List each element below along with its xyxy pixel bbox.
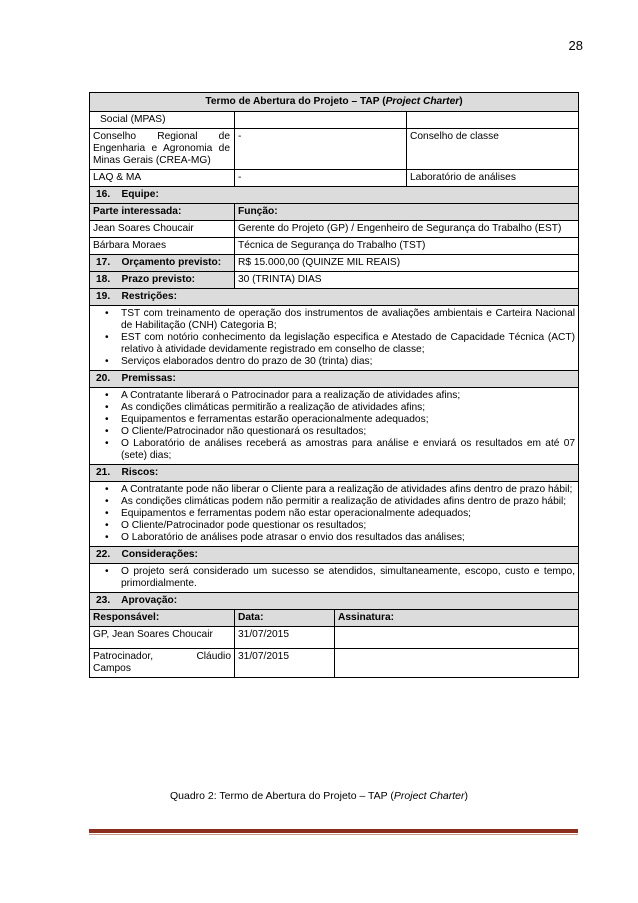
team-member-name: Bárbara Moraes	[90, 238, 235, 255]
approval-responsible: GP, Jean Soares Choucair	[90, 627, 235, 649]
stakeholder-type: Conselho de classe	[407, 129, 579, 170]
section-aprovacao: 23. Aprovação:	[90, 593, 579, 610]
table-caption: Quadro 2: Termo de Abertura do Projeto – TAP (Project Charter)	[169, 790, 469, 802]
list-item: • As condições climáticas podem não permitir a realização de atividades afins dentro de prazo hábil;	[121, 496, 575, 508]
stakeholder-name: Conselho Regional de Engenharia e Agronomia de Minas Gerais (CREA-MG)	[90, 129, 235, 170]
list-item: • O Laboratório de análises receberá as amostras para análise e enviará os resultados em até 07 (sete) dias;	[121, 438, 575, 462]
list-item: • O Cliente/Patrocinador não questionará os resultados;	[121, 426, 575, 438]
page-number: 28	[568, 38, 583, 53]
list-item: • A Contratante liberará o Patrocinador para a realização de atividades afins;	[121, 390, 575, 402]
restrictions-list	[90, 306, 579, 371]
section-restricoes: 19. Restrições:	[90, 289, 579, 306]
considerations-list	[90, 564, 579, 593]
project-charter-table	[89, 92, 578, 678]
section-riscos: 21. Riscos:	[90, 465, 579, 482]
team-row	[90, 221, 579, 238]
list-item: • Equipamentos e ferramentas podem não estar operacionalmente adequados;	[121, 508, 575, 520]
list-item: • Equipamentos e ferramentas estarão operacionalmente adequados;	[121, 414, 575, 426]
list-item: • As condições climáticas permitirão a realização de atividades afins;	[121, 402, 575, 414]
approval-signature	[335, 649, 579, 678]
team-member-role: Técnica de Segurança do Trabalho (TST)	[235, 238, 579, 255]
charter-title-row	[90, 93, 579, 112]
section-consideracoes: 22. Considerações:	[90, 547, 579, 564]
list-item: • O projeto será considerado um sucesso se atendidos, simultaneamente, escopo, custo e tempo, primordialmente.	[121, 566, 575, 590]
premises-list	[90, 388, 579, 465]
stakeholder-name: LAQ & MA	[90, 170, 235, 187]
list-item: • EST com notório conhecimento da legislação especifica e Atestado de Capacidade Técnica (ACT) relativo à atividade devidamente registrado em conselho de classe;	[121, 332, 575, 356]
footer-rule-thin	[89, 834, 578, 835]
stakeholder-mid	[235, 112, 407, 129]
risks-list	[90, 482, 579, 547]
deadline-label: 18. Prazo previsto:	[90, 272, 235, 289]
approval-col-header-date: Data:	[235, 610, 335, 627]
stakeholder-row	[90, 112, 579, 129]
section-premissas: 20. Premissas:	[90, 371, 579, 388]
team-col-header-role: Função:	[235, 204, 579, 221]
stakeholder-row	[90, 170, 579, 187]
approval-col-header-responsible: Responsável:	[90, 610, 235, 627]
stakeholder-type: Laboratório de análises	[407, 170, 579, 187]
footer-rule	[89, 829, 578, 833]
list-item: • A Contratante pode não liberar o Cliente para a realização de atividades afins dentro de prazo hábil;	[121, 484, 575, 496]
budget-label: 17. Orçamento previsto:	[90, 255, 235, 272]
team-member-role: Gerente do Projeto (GP) / Engenheiro de Segurança do Trabalho (EST)	[235, 221, 579, 238]
approval-col-header-signature: Assinatura:	[335, 610, 579, 627]
budget-value: R$ 15.000,00 (QUINZE MIL REAIS)	[235, 255, 579, 272]
stakeholder-mid: -	[235, 129, 407, 170]
list-item: • O Laboratório de análises pode atrasar o envio dos resultados das análises;	[121, 532, 575, 544]
section-equipe: 16. Equipe:	[90, 187, 579, 204]
approval-row	[90, 649, 579, 678]
list-item: • Serviços elaborados dentro do prazo de 30 (trinta) dias;	[121, 356, 575, 368]
approval-signature	[335, 627, 579, 649]
approval-row	[90, 627, 579, 649]
stakeholder-type	[407, 112, 579, 129]
approval-date: 31/07/2015	[235, 627, 335, 649]
stakeholder-row	[90, 129, 579, 170]
team-col-header-party: Parte interessada:	[90, 204, 235, 221]
team-member-name: Jean Soares Choucair	[90, 221, 235, 238]
approval-date: 31/07/2015	[235, 649, 335, 678]
deadline-value: 30 (TRINTA) DIAS	[235, 272, 579, 289]
team-row	[90, 238, 579, 255]
approval-responsible: Patrocinador, Cláudio Campos	[90, 649, 235, 678]
stakeholder-mid: -	[235, 170, 407, 187]
charter-title: Termo de Abertura do Projeto – TAP (Project Charter)	[90, 93, 579, 112]
list-item: • O Cliente/Patrocinador pode questionar os resultados;	[121, 520, 575, 532]
list-item: • TST com treinamento de operação dos instrumentos de avaliações ambientais e Carteira Nacional de Habilitação (CNH) Categoria B;	[121, 308, 575, 332]
stakeholder-name: Social (MPAS)	[90, 112, 235, 129]
